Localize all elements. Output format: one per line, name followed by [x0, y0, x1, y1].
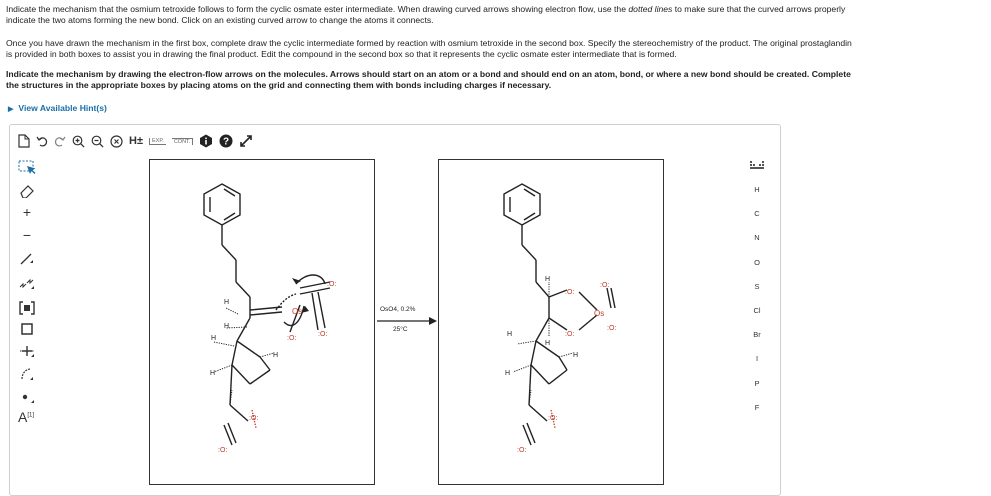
- h-label: H: [505, 370, 511, 377]
- zoom-in-icon[interactable]: [72, 135, 85, 148]
- drawing-box-reactants[interactable]: [149, 159, 375, 485]
- oxygen-label: :O:: [565, 331, 575, 338]
- element-cl-button[interactable]: Cl: [753, 306, 761, 315]
- h-label: H: [211, 335, 217, 342]
- select-tool-icon[interactable]: [16, 160, 38, 179]
- text-tool-superscript: [1]: [27, 412, 35, 419]
- element-br-button[interactable]: Br: [753, 330, 761, 340]
- instruction-text: is provided in both boxes to assist you in drawing the final product. Edit the compound in the second box so that it represents the cyclic osmate ester intermediate that is formed.: [6, 49, 677, 59]
- h-label: H: [545, 276, 551, 283]
- hint-link-label: View Available Hint(s): [18, 103, 107, 113]
- svg-text:?: ?: [223, 136, 230, 148]
- oxygen-label: :O:: [287, 335, 297, 342]
- text-tool[interactable]: [16, 409, 40, 425]
- chain-tool-icon[interactable]: [16, 276, 38, 293]
- expand-button[interactable]: EXP.: [149, 138, 166, 145]
- contract-button[interactable]: CONT.: [172, 138, 194, 145]
- positive-charge-icon[interactable]: +: [22, 204, 32, 220]
- osmium-label: Os: [594, 309, 605, 318]
- element-f-button[interactable]: F: [754, 402, 760, 412]
- reactant-structure: [150, 160, 374, 484]
- element-n-button[interactable]: N: [754, 233, 760, 243]
- oxygen-label: :O:: [327, 281, 337, 288]
- single-bond-icon[interactable]: [16, 252, 38, 269]
- oxygen-label: :O:: [517, 447, 527, 454]
- zoom-out-icon[interactable]: [91, 135, 104, 148]
- h-label: H: [573, 352, 579, 359]
- h-label: H: [545, 340, 551, 347]
- help-icon[interactable]: [219, 134, 233, 148]
- condition-label: 25°C: [393, 326, 408, 333]
- instruction-text: to make sure that the curved arrows properly: [672, 4, 846, 14]
- element-c-button[interactable]: C: [754, 209, 760, 219]
- oxygen-label: :O:: [600, 282, 610, 289]
- fullscreen-icon[interactable]: [239, 134, 253, 148]
- explicit-hydrogen-button[interactable]: H±: [129, 135, 143, 147]
- reagent-label: OsO4, 0.2%: [380, 306, 416, 313]
- bracket-tool-icon[interactable]: [16, 301, 38, 318]
- oxygen-label: :O:: [218, 447, 228, 454]
- element-o-button[interactable]: O: [754, 257, 760, 267]
- oxygen-label: :O:: [607, 325, 617, 332]
- h-label: H: [273, 352, 279, 359]
- product-structure: [439, 160, 663, 484]
- clear-icon[interactable]: [110, 135, 123, 148]
- editor-toolbar: [18, 132, 253, 150]
- info-icon[interactable]: [199, 134, 213, 148]
- h-label: H: [210, 370, 216, 377]
- bond-charge-icon[interactable]: [16, 344, 38, 361]
- element-i-button[interactable]: I: [755, 354, 759, 364]
- instruction-text: indicate the two atoms forming the new bond. Click on an existing curved arrow to change the atoms it connects.: [6, 15, 434, 25]
- h-label: H: [224, 299, 230, 306]
- instruction-text: Indicate the mechanism by drawing the electron-flow arrows on the molecules. Arrows should start on an atom or a bond and should end on an atom, bond, or where a new bond should be created. Complete: [6, 69, 851, 79]
- ring-tool-icon[interactable]: [16, 322, 38, 339]
- eraser-icon[interactable]: [16, 184, 38, 201]
- electron-dot-icon[interactable]: [16, 390, 38, 407]
- osmium-label: Os: [292, 307, 303, 316]
- curved-arrow-icon[interactable]: [16, 367, 38, 384]
- hint-toggle[interactable]: [8, 103, 107, 113]
- new-document-icon[interactable]: [18, 134, 30, 148]
- undo-icon[interactable]: [36, 135, 48, 147]
- negative-charge-icon[interactable]: −: [22, 227, 32, 243]
- instruction-text: the structures in the appropriate boxes by placing atoms on the grid and connecting them with bonds including charges if necessary.: [6, 80, 552, 90]
- h-label: H: [224, 323, 230, 330]
- oxygen-label: :O:: [565, 289, 575, 296]
- text-tool-label: A: [18, 409, 28, 425]
- element-s-button[interactable]: S: [754, 281, 760, 291]
- element-h-button[interactable]: H: [754, 185, 760, 194]
- instruction-paragraph-3: [6, 69, 981, 91]
- instruction-paragraph-1: [6, 4, 981, 26]
- drawing-box-product[interactable]: [438, 159, 664, 485]
- element-p-button[interactable]: P: [754, 378, 760, 388]
- caret-right-icon: ▶: [8, 106, 14, 113]
- instruction-text: Once you have drawn the mechanism in the first box, complete draw the cyclic intermediate formed by reaction with osmium tetroxide in the second box. Specify the stereochemistry of the product. The original prostaglandin: [6, 38, 852, 48]
- instruction-text: Indicate the mechanism that the osmium tetroxide follows to form the cyclic osmate ester intermediate. When drawing curved arrows showing electron flow, use the: [6, 4, 629, 14]
- redo-icon[interactable]: [54, 135, 66, 147]
- oxygen-label: :O:: [249, 415, 259, 422]
- instruction-emphasis: dotted lines: [628, 4, 673, 14]
- h-label: H: [507, 331, 513, 338]
- oxygen-label: :O:: [548, 415, 558, 422]
- oxygen-label: :O:: [318, 331, 328, 338]
- periodic-table-icon[interactable]: [742, 161, 772, 173]
- instruction-paragraph-2: [6, 38, 981, 60]
